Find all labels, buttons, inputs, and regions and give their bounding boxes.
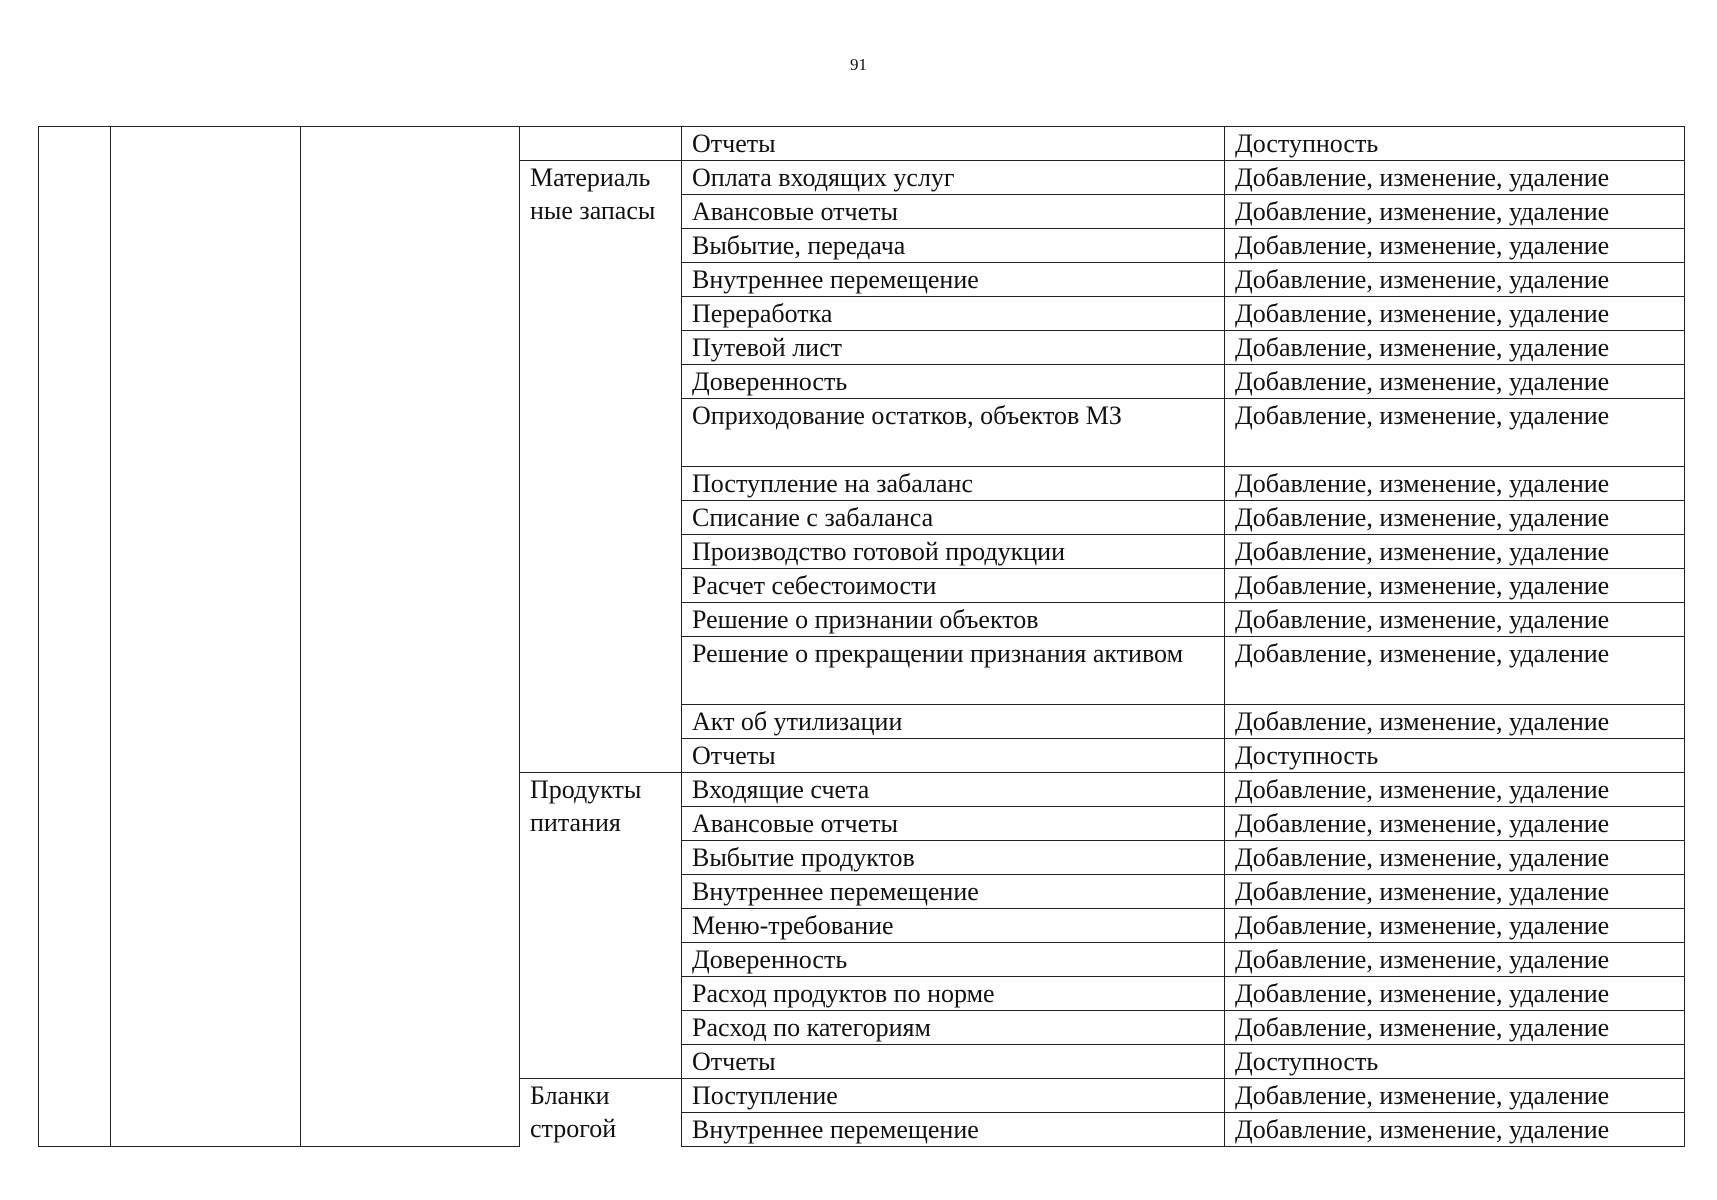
document-type-cell: Производство готовой продукции <box>682 535 1225 569</box>
access-level-cell: Добавление, изменение, удаление <box>1225 229 1685 263</box>
document-type-cell: Оприходование остатков, объектов МЗ <box>682 399 1225 467</box>
access-level-cell: Доступность <box>1225 1045 1685 1079</box>
access-level-cell: Добавление, изменение, удаление <box>1225 331 1685 365</box>
document-type-cell: Выбытие продуктов <box>682 841 1225 875</box>
access-level-cell: Добавление, изменение, удаление <box>1225 773 1685 807</box>
access-level-cell: Добавление, изменение, удаление <box>1225 603 1685 637</box>
page-number: 91 <box>850 55 867 74</box>
access-level-cell: Добавление, изменение, удаление <box>1225 875 1685 909</box>
document-type-cell: Доверенность <box>682 943 1225 977</box>
document-type-cell: Решение о прекращении признания активом <box>682 637 1225 705</box>
access-level-cell: Добавление, изменение, удаление <box>1225 535 1685 569</box>
access-level-cell: Добавление, изменение, удаление <box>1225 909 1685 943</box>
access-rights-table <box>38 126 1685 1147</box>
document-type-cell: Расчет себестоимости <box>682 569 1225 603</box>
document-type-cell: Расход продуктов по норме <box>682 977 1225 1011</box>
blank-column-2 <box>111 127 301 1147</box>
document-type-cell: Авансовые отчеты <box>682 195 1225 229</box>
section-label <box>520 127 682 161</box>
document-type-cell: Расход по категориям <box>682 1011 1225 1045</box>
document-type-cell: Внутреннее перемещение <box>682 263 1225 297</box>
access-level-cell: Добавление, изменение, удаление <box>1225 1113 1685 1147</box>
section-label: Бланки строгой <box>520 1079 682 1147</box>
document-type-cell: Путевой лист <box>682 331 1225 365</box>
access-level-cell: Добавление, изменение, удаление <box>1225 467 1685 501</box>
access-level-cell: Добавление, изменение, удаление <box>1225 195 1685 229</box>
blank-column-3 <box>301 127 520 1147</box>
access-level-cell: Добавление, изменение, удаление <box>1225 1079 1685 1113</box>
document-type-cell: Акт об утилизации <box>682 705 1225 739</box>
document-type-cell: Внутреннее перемещение <box>682 875 1225 909</box>
document-type-cell: Поступление на забаланс <box>682 467 1225 501</box>
blank-column-1 <box>39 127 111 1147</box>
document-type-cell: Доверенность <box>682 365 1225 399</box>
access-level-cell: Добавление, изменение, удаление <box>1225 569 1685 603</box>
access-level-cell: Доступность <box>1225 739 1685 773</box>
table-body <box>39 127 1685 1147</box>
access-level-cell: Добавление, изменение, удаление <box>1225 1011 1685 1045</box>
table-row <box>39 127 1685 161</box>
access-level-cell: Добавление, изменение, удаление <box>1225 943 1685 977</box>
document-type-cell: Решение о признании объектов <box>682 603 1225 637</box>
document-type-cell: Переработка <box>682 297 1225 331</box>
document-type-cell: Отчеты <box>682 739 1225 773</box>
access-level-cell: Добавление, изменение, удаление <box>1225 263 1685 297</box>
document-type-cell: Выбытие, передача <box>682 229 1225 263</box>
document-type-cell: Меню-требование <box>682 909 1225 943</box>
document-type-cell: Оплата входящих услуг <box>682 161 1225 195</box>
access-level-cell: Добавление, изменение, удаление <box>1225 977 1685 1011</box>
document-type-cell: Отчеты <box>682 1045 1225 1079</box>
section-label: Продукты питания <box>520 773 682 1079</box>
section-label: Материаль ные запасы <box>520 161 682 773</box>
document-type-cell: Поступление <box>682 1079 1225 1113</box>
document-type-cell: Внутреннее перемещение <box>682 1113 1225 1147</box>
access-level-cell: Добавление, изменение, удаление <box>1225 161 1685 195</box>
access-level-cell: Добавление, изменение, удаление <box>1225 297 1685 331</box>
access-level-cell: Добавление, изменение, удаление <box>1225 399 1685 467</box>
access-level-cell: Добавление, изменение, удаление <box>1225 841 1685 875</box>
access-level-cell: Добавление, изменение, удаление <box>1225 501 1685 535</box>
document-type-cell: Отчеты <box>682 127 1225 161</box>
access-level-cell: Добавление, изменение, удаление <box>1225 705 1685 739</box>
document-type-cell: Списание с забаланса <box>682 501 1225 535</box>
access-level-cell: Добавление, изменение, удаление <box>1225 637 1685 705</box>
access-level-cell: Добавление, изменение, удаление <box>1225 365 1685 399</box>
document-type-cell: Входящие счета <box>682 773 1225 807</box>
access-level-cell: Доступность <box>1225 127 1685 161</box>
document-type-cell: Авансовые отчеты <box>682 807 1225 841</box>
access-level-cell: Добавление, изменение, удаление <box>1225 807 1685 841</box>
